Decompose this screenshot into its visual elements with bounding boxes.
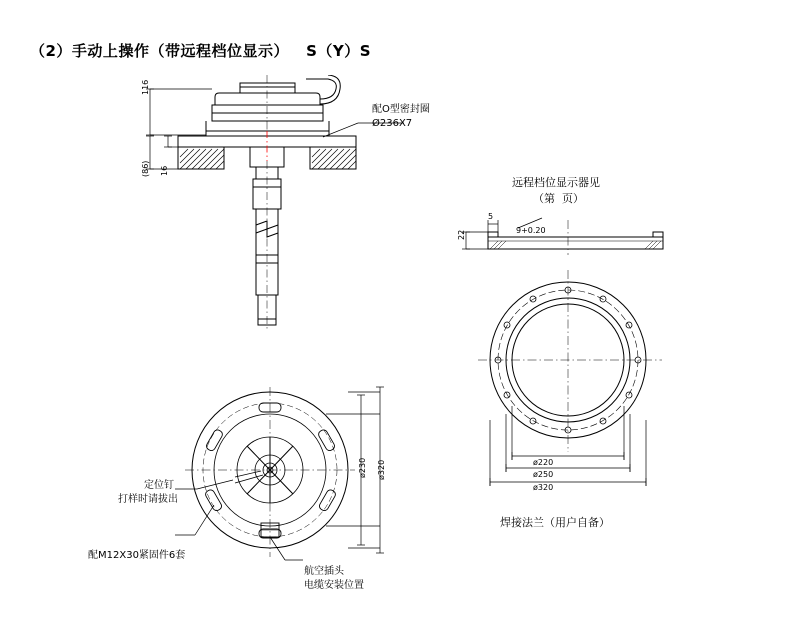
dim-d320: ø320 bbox=[377, 459, 386, 480]
right-flange-figure bbox=[450, 210, 690, 510]
right-flange-caption: 焊接法兰（用户自备） bbox=[500, 516, 610, 529]
page-title: （2）手动上操作（带远程档位显示） S（Y）S bbox=[30, 42, 372, 60]
callout-seal-ring-line2: Ø236X7 bbox=[372, 118, 413, 129]
callout-aviation-plug-line1: 航空插头 bbox=[304, 566, 344, 577]
callout-locating-pin-line2: 打样时请拔出 bbox=[118, 494, 178, 505]
dim-hole: 9+0.20 bbox=[516, 226, 546, 235]
dim-d230: ø230 bbox=[358, 457, 367, 478]
bottom-plan-figure bbox=[175, 385, 405, 580]
dim-d220: ø220 bbox=[533, 458, 554, 467]
dim-116: 116 bbox=[141, 79, 150, 95]
callout-locating-pin-line1: 定位钉 bbox=[144, 480, 174, 491]
top-assembly-figure bbox=[120, 75, 413, 345]
dim-86: (86) bbox=[141, 160, 150, 177]
dim-5: 5 bbox=[488, 212, 494, 221]
dim-22: 22 bbox=[457, 229, 466, 240]
dim-d320-flange: ø320 bbox=[533, 483, 554, 492]
remote-indicator-note-line1: 远程档位显示器见 bbox=[512, 176, 600, 189]
remote-indicator-note-line2: （第 页） bbox=[533, 192, 584, 205]
dim-d250: ø250 bbox=[533, 470, 554, 479]
dim-16: 16 bbox=[160, 165, 169, 176]
callout-aviation-plug-line2: 电缆安装位置 bbox=[304, 580, 364, 591]
callout-fasteners: 配M12X30紧固件6套 bbox=[88, 550, 186, 561]
callout-seal-ring-line1: 配O型密封圈 bbox=[372, 104, 430, 115]
